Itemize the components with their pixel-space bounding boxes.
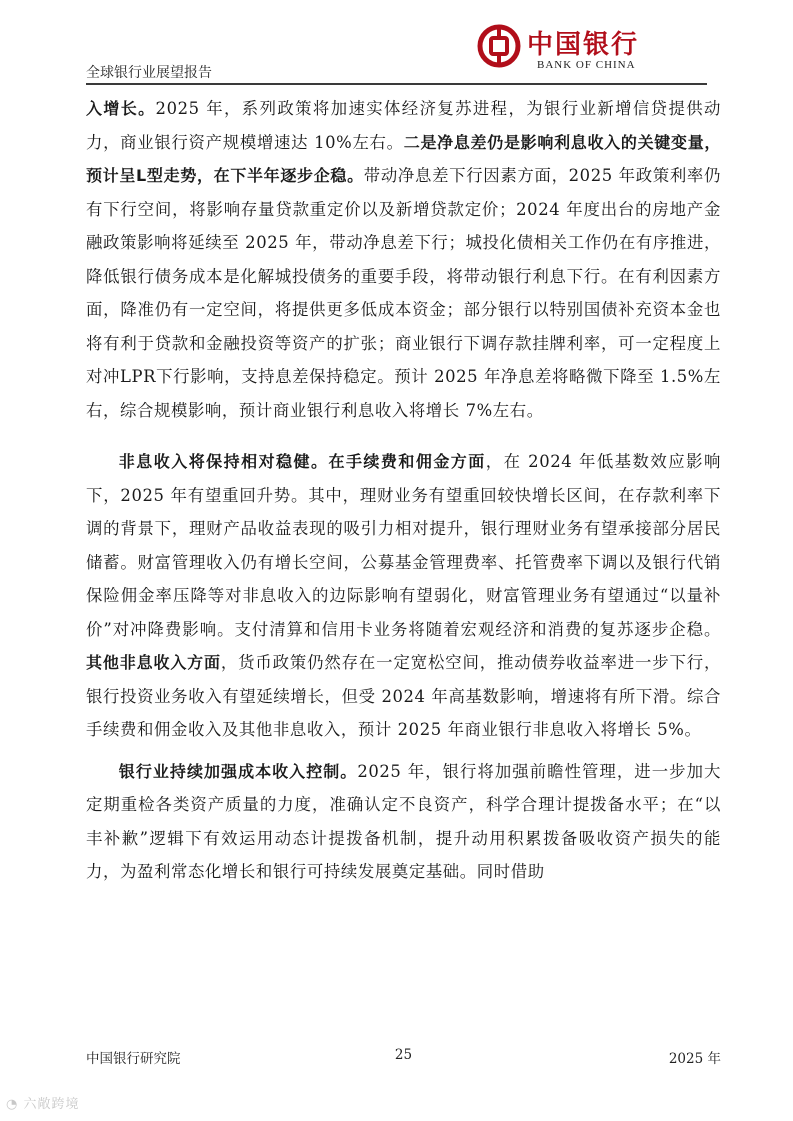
- page-header: [86, 22, 707, 82]
- page-footer: [86, 1047, 721, 1067]
- report-body: [86, 92, 721, 889]
- page-number: 25: [394, 1047, 413, 1063]
- bold-phrase: 非息收入将保持相对稳健。在手续费和佣金方面: [118, 452, 486, 471]
- watermark: [6, 1093, 80, 1112]
- watermark-text: 六敞跨境: [23, 1097, 80, 1112]
- bank-logo: [477, 24, 707, 76]
- bank-of-china-emblem-icon: [477, 24, 521, 68]
- body-text: 带动净息差下行因素方面，2025 年政策利率仍有下行空间，将影响存量贷款重定价以及新增贷款定价；2024 年度出台的房地产金融政策影响将延续至 2025 年，带动净息差下行；城投化债相关工作仍在有序推进，降低银行债务成本是化解城投债务的重要手段，将带动银行利息下行。在有利因素方面，降准仍有一定空间，将提供更多低成本资金；部分银行以特别国债补充资本金也将有利于贷款和金融投资等资产的扩张；商业银行下调存款挂牌利率，可一定程度上对冲LPR下行影响，支持息差保持稳定。预计 2025 年净息差将略微下降至 1.5%左右，综合规模影响，预计商业银行利息收入将增长 7%左右。: [86, 166, 721, 420]
- paragraph-net-interest: [86, 92, 721, 427]
- paragraph-non-interest-income: [86, 445, 721, 747]
- body-text: 2025 年，系列政策将加速实体经济复苏进程，为银行业新增信贷提供动力，商业银行资产规模增速达 10%左右。: [86, 99, 721, 152]
- body-text: 2025 年，银行将加强前瞻性管理，进一步加大定期重检各类资产质量的力度，准确认定不良资产，科学合理计提拨备水平；在“以丰补歉”逻辑下有效运用动态计提拨备机制，提升动用积累拨备吸收资产损失的能力，为盈利常态化增长和银行可持续发展奠定基础。同时借助: [86, 761, 721, 881]
- bold-phrase: 其他非息收入方面: [86, 653, 221, 672]
- footer-institute: 中国银行研究院: [86, 1051, 181, 1067]
- header-divider: [86, 83, 707, 85]
- logo-english-name: BANK OF CHINA: [537, 59, 636, 71]
- report-title: 全球银行业展望报告: [86, 65, 212, 81]
- logo-chinese-name: 中国银行: [527, 30, 640, 60]
- paragraph-cost-control: [86, 755, 721, 889]
- bold-phrase: 银行业持续加强成本收入控制。: [118, 761, 358, 781]
- footer-year: 2025 年: [668, 1051, 721, 1067]
- body-text: ，在 2024 年低基数效应影响下，2025 年有望重回升势。其中，理财业务有望重回较快增长区间，在存款利率下调的背景下，理财产品收益表现的吸引力相对提升，银行理财业务有望承接部分居民储蓄。财富管理收入仍有增长空间，公募基金管理费率、托管费率下调以及银行代销保险佣金率压降等对非息收入的边际影响有望弱化，财富管理业务有望通过“以量补价”对冲降费影响。支付清算和信用卡业务将随着宏观经济和消费的复苏逐步企稳。: [86, 452, 721, 639]
- bold-phrase: 二是净息差仍是影响利息收入的关键变量，预计呈L型走势，在下半年逐步企稳。: [86, 132, 722, 185]
- body-text: ，货币政策仍然存在一定宽松空间，推动债券收益率进一步下行，银行投资业务收入有望延续增长，但受 2024 年高基数影响，增速将有所下滑。综合手续费和佣金收入及其他非息收入，预计 2025 年商业银行非息收入将增长 5%。: [86, 653, 721, 739]
- bold-phrase: 入增长。: [86, 99, 156, 118]
- sina-weibo-logo-icon: ◔: [6, 1097, 19, 1112]
